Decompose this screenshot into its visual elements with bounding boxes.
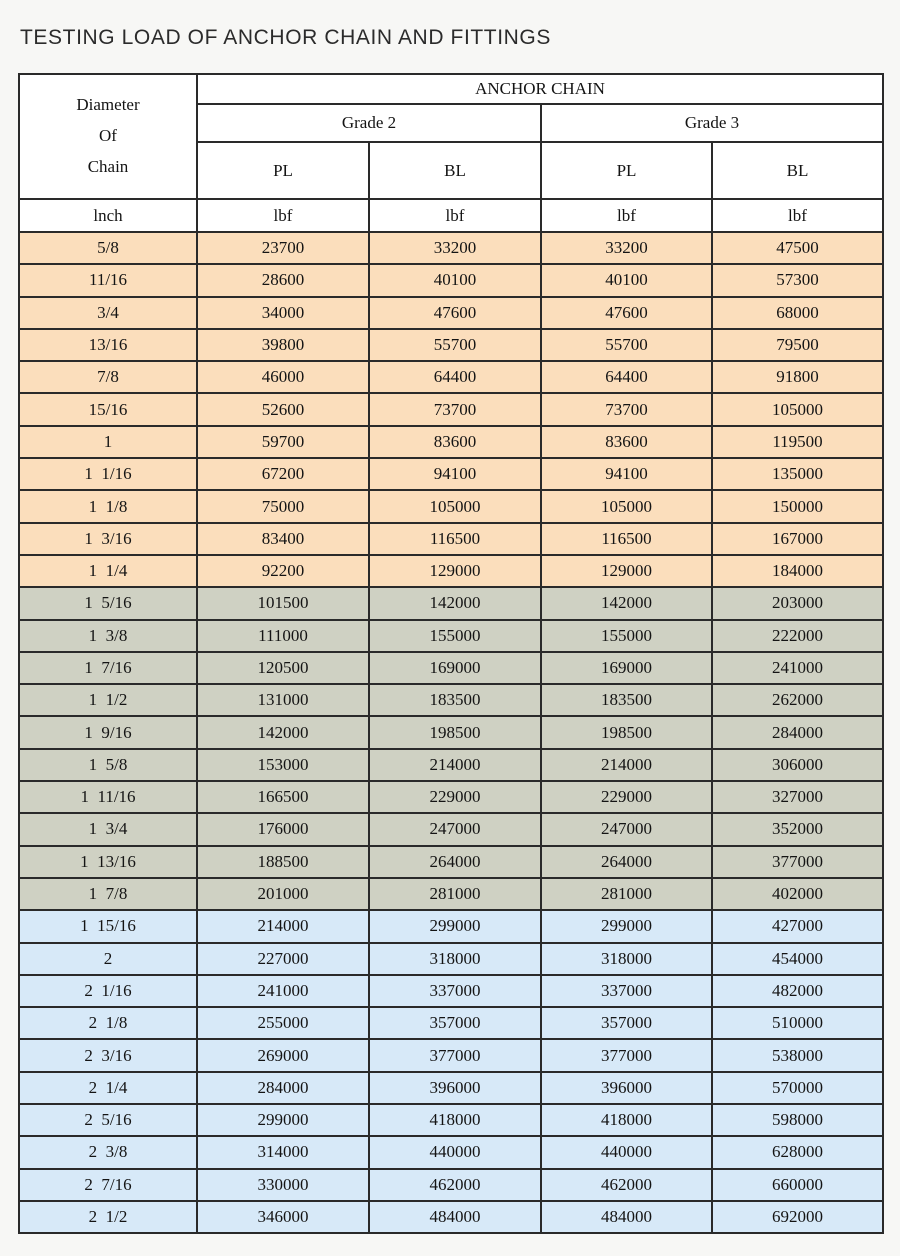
corner-line-1: Diameter	[76, 95, 140, 115]
diameter-cell: 1 1/8	[19, 490, 197, 522]
diameter-cell: 1 7/8	[19, 878, 197, 910]
diameter-cell: 1 9/16	[19, 716, 197, 748]
grade-2-header-cell: Grade 2	[197, 104, 541, 142]
load-value-cell: 227000	[197, 943, 369, 975]
load-value-cell: 28600	[197, 264, 369, 296]
load-value-cell: 337000	[541, 975, 712, 1007]
load-value-cell: 176000	[197, 813, 369, 845]
load-value-cell: 131000	[197, 684, 369, 716]
load-value-cell: 91800	[712, 361, 883, 393]
load-value-cell: 92200	[197, 555, 369, 587]
diameter-cell: 1 1/2	[19, 684, 197, 716]
unit-inch-cell: lnch	[19, 199, 197, 232]
testing-load-table	[18, 73, 884, 1234]
load-value-cell: 214000	[369, 749, 541, 781]
table-row	[19, 620, 883, 652]
diameter-cell: 1 5/8	[19, 749, 197, 781]
table-row	[19, 813, 883, 845]
grade3-pl-header-cell: PL	[541, 142, 712, 199]
diameter-cell: 1 11/16	[19, 781, 197, 813]
load-value-cell: 247000	[541, 813, 712, 845]
load-value-cell: 241000	[197, 975, 369, 1007]
load-value-cell: 377000	[541, 1039, 712, 1071]
table-row	[19, 846, 883, 878]
load-value-cell: 105000	[541, 490, 712, 522]
load-value-cell: 357000	[541, 1007, 712, 1039]
load-value-cell: 241000	[712, 652, 883, 684]
load-value-cell: 299000	[369, 910, 541, 942]
load-value-cell: 167000	[712, 523, 883, 555]
load-value-cell: 377000	[369, 1039, 541, 1071]
load-value-cell: 64400	[369, 361, 541, 393]
anchor-chain-header-cell: ANCHOR CHAIN	[197, 74, 883, 104]
load-value-cell: 318000	[369, 943, 541, 975]
diameter-cell: 2 1/8	[19, 1007, 197, 1039]
load-value-cell: 34000	[197, 297, 369, 329]
table-body	[19, 232, 883, 1233]
load-value-cell: 598000	[712, 1104, 883, 1136]
load-value-cell: 402000	[712, 878, 883, 910]
table-row	[19, 878, 883, 910]
table-row	[19, 910, 883, 942]
load-value-cell: 660000	[712, 1169, 883, 1201]
load-value-cell: 284000	[197, 1072, 369, 1104]
load-value-cell: 229000	[369, 781, 541, 813]
load-value-cell: 33200	[541, 232, 712, 264]
load-value-cell: 318000	[541, 943, 712, 975]
load-value-cell: 119500	[712, 426, 883, 458]
diameter-cell: 2	[19, 943, 197, 975]
load-value-cell: 64400	[541, 361, 712, 393]
load-value-cell: 94100	[369, 458, 541, 490]
load-value-cell: 269000	[197, 1039, 369, 1071]
table-row	[19, 264, 883, 296]
load-value-cell: 299000	[197, 1104, 369, 1136]
load-value-cell: 83400	[197, 523, 369, 555]
load-value-cell: 73700	[541, 393, 712, 425]
load-value-cell: 198500	[541, 716, 712, 748]
table-row	[19, 716, 883, 748]
load-value-cell: 116500	[369, 523, 541, 555]
table-row	[19, 749, 883, 781]
load-value-cell: 570000	[712, 1072, 883, 1104]
load-value-cell: 142000	[197, 716, 369, 748]
load-value-cell: 129000	[541, 555, 712, 587]
diameter-cell: 2 3/16	[19, 1039, 197, 1071]
diameter-cell: 1 3/4	[19, 813, 197, 845]
load-value-cell: 101500	[197, 587, 369, 619]
load-value-cell: 538000	[712, 1039, 883, 1071]
load-value-cell: 482000	[712, 975, 883, 1007]
load-value-cell: 55700	[541, 329, 712, 361]
diameter-cell: 2 1/4	[19, 1072, 197, 1104]
table-row	[19, 361, 883, 393]
diameter-cell: 2 3/8	[19, 1136, 197, 1168]
load-value-cell: 264000	[369, 846, 541, 878]
load-value-cell: 183500	[369, 684, 541, 716]
load-value-cell: 46000	[197, 361, 369, 393]
table-row	[19, 1104, 883, 1136]
load-value-cell: 135000	[712, 458, 883, 490]
load-value-cell: 142000	[369, 587, 541, 619]
table-row	[19, 684, 883, 716]
load-value-cell: 155000	[541, 620, 712, 652]
table-row	[19, 1072, 883, 1104]
load-value-cell: 628000	[712, 1136, 883, 1168]
load-value-cell: 57300	[712, 264, 883, 296]
load-value-cell: 79500	[712, 329, 883, 361]
load-value-cell: 47600	[541, 297, 712, 329]
load-value-cell: 692000	[712, 1201, 883, 1233]
load-value-cell: 299000	[541, 910, 712, 942]
load-value-cell: 418000	[541, 1104, 712, 1136]
load-value-cell: 462000	[541, 1169, 712, 1201]
load-value-cell: 105000	[369, 490, 541, 522]
table-row	[19, 943, 883, 975]
load-value-cell: 222000	[712, 620, 883, 652]
load-value-cell: 59700	[197, 426, 369, 458]
load-value-cell: 83600	[369, 426, 541, 458]
load-value-cell: 183500	[541, 684, 712, 716]
load-value-cell: 120500	[197, 652, 369, 684]
load-value-cell: 440000	[541, 1136, 712, 1168]
load-value-cell: 203000	[712, 587, 883, 619]
diameter-cell: 1 13/16	[19, 846, 197, 878]
table-row	[19, 393, 883, 425]
load-value-cell: 67200	[197, 458, 369, 490]
load-value-cell: 247000	[369, 813, 541, 845]
unit-lbf-cell: lbf	[197, 199, 369, 232]
load-value-cell: 184000	[712, 555, 883, 587]
table-row	[19, 523, 883, 555]
unit-lbf-cell: lbf	[712, 199, 883, 232]
corner-line-2: Of	[99, 126, 117, 146]
table-row	[19, 1169, 883, 1201]
table-row	[19, 975, 883, 1007]
table-row	[19, 426, 883, 458]
load-value-cell: 510000	[712, 1007, 883, 1039]
load-value-cell: 47600	[369, 297, 541, 329]
grade3-bl-header-cell: BL	[712, 142, 883, 199]
load-value-cell: 330000	[197, 1169, 369, 1201]
load-value-cell: 440000	[369, 1136, 541, 1168]
load-value-cell: 111000	[197, 620, 369, 652]
load-value-cell: 281000	[541, 878, 712, 910]
table-row	[19, 555, 883, 587]
table-row	[19, 1201, 883, 1233]
load-value-cell: 105000	[712, 393, 883, 425]
load-value-cell: 23700	[197, 232, 369, 264]
diameter-cell: 1 5/16	[19, 587, 197, 619]
table-row	[19, 781, 883, 813]
diameter-cell: 11/16	[19, 264, 197, 296]
diameter-cell: 2 7/16	[19, 1169, 197, 1201]
load-value-cell: 377000	[712, 846, 883, 878]
load-value-cell: 352000	[712, 813, 883, 845]
load-value-cell: 142000	[541, 587, 712, 619]
load-value-cell: 462000	[369, 1169, 541, 1201]
load-value-cell: 327000	[712, 781, 883, 813]
diameter-cell: 1	[19, 426, 197, 458]
load-value-cell: 396000	[541, 1072, 712, 1104]
load-value-cell: 454000	[712, 943, 883, 975]
table-row	[19, 329, 883, 361]
load-value-cell: 129000	[369, 555, 541, 587]
table-row	[19, 1007, 883, 1039]
load-value-cell: 229000	[541, 781, 712, 813]
load-value-cell: 40100	[369, 264, 541, 296]
load-value-cell: 201000	[197, 878, 369, 910]
load-value-cell: 52600	[197, 393, 369, 425]
load-value-cell: 75000	[197, 490, 369, 522]
units-row	[19, 199, 883, 232]
load-value-cell: 484000	[369, 1201, 541, 1233]
diameter-cell: 1 15/16	[19, 910, 197, 942]
load-value-cell: 306000	[712, 749, 883, 781]
load-value-cell: 214000	[541, 749, 712, 781]
table-row	[19, 232, 883, 264]
table-row	[19, 1136, 883, 1168]
load-value-cell: 150000	[712, 490, 883, 522]
diameter-cell: 7/8	[19, 361, 197, 393]
load-value-cell: 169000	[369, 652, 541, 684]
load-value-cell: 116500	[541, 523, 712, 555]
load-value-cell: 153000	[197, 749, 369, 781]
load-value-cell: 166500	[197, 781, 369, 813]
load-value-cell: 68000	[712, 297, 883, 329]
load-value-cell: 73700	[369, 393, 541, 425]
load-value-cell: 47500	[712, 232, 883, 264]
load-value-cell: 188500	[197, 846, 369, 878]
unit-lbf-cell: lbf	[369, 199, 541, 232]
load-value-cell: 264000	[541, 846, 712, 878]
load-value-cell: 262000	[712, 684, 883, 716]
diameter-cell: 1 1/16	[19, 458, 197, 490]
grade-3-header-cell: Grade 3	[541, 104, 883, 142]
diameter-of-chain-header-cell	[19, 74, 197, 199]
load-value-cell: 284000	[712, 716, 883, 748]
diameter-cell: 3/4	[19, 297, 197, 329]
diameter-cell: 1 1/4	[19, 555, 197, 587]
diameter-cell: 2 1/16	[19, 975, 197, 1007]
load-value-cell: 55700	[369, 329, 541, 361]
diameter-cell: 13/16	[19, 329, 197, 361]
load-value-cell: 169000	[541, 652, 712, 684]
diameter-cell: 5/8	[19, 232, 197, 264]
load-value-cell: 314000	[197, 1136, 369, 1168]
load-value-cell: 418000	[369, 1104, 541, 1136]
table-header	[19, 74, 883, 232]
load-value-cell: 255000	[197, 1007, 369, 1039]
table-row	[19, 652, 883, 684]
anchor-chain-row	[19, 74, 883, 104]
load-value-cell: 281000	[369, 878, 541, 910]
diameter-cell: 2 5/16	[19, 1104, 197, 1136]
corner-line-3: Chain	[87, 156, 129, 176]
load-value-cell: 427000	[712, 910, 883, 942]
table-row	[19, 297, 883, 329]
load-value-cell: 396000	[369, 1072, 541, 1104]
diameter-cell: 1 3/8	[19, 620, 197, 652]
table-row	[19, 587, 883, 619]
load-value-cell: 484000	[541, 1201, 712, 1233]
load-value-cell: 346000	[197, 1201, 369, 1233]
grade2-bl-header-cell: BL	[369, 142, 541, 199]
grade2-pl-header-cell: PL	[197, 142, 369, 199]
load-value-cell: 83600	[541, 426, 712, 458]
load-value-cell: 357000	[369, 1007, 541, 1039]
diameter-cell: 1 7/16	[19, 652, 197, 684]
diameter-cell: 15/16	[19, 393, 197, 425]
unit-lbf-cell: lbf	[541, 199, 712, 232]
table-row	[19, 490, 883, 522]
load-value-cell: 33200	[369, 232, 541, 264]
diameter-cell: 2 1/2	[19, 1201, 197, 1233]
table-row	[19, 1039, 883, 1071]
load-value-cell: 40100	[541, 264, 712, 296]
load-value-cell: 214000	[197, 910, 369, 942]
load-value-cell: 155000	[369, 620, 541, 652]
load-value-cell: 198500	[369, 716, 541, 748]
diameter-cell: 1 3/16	[19, 523, 197, 555]
load-value-cell: 94100	[541, 458, 712, 490]
load-value-cell: 39800	[197, 329, 369, 361]
page-title: TESTING LOAD OF ANCHOR CHAIN AND FITTINGS	[20, 26, 551, 49]
load-value-cell: 337000	[369, 975, 541, 1007]
table-row	[19, 458, 883, 490]
